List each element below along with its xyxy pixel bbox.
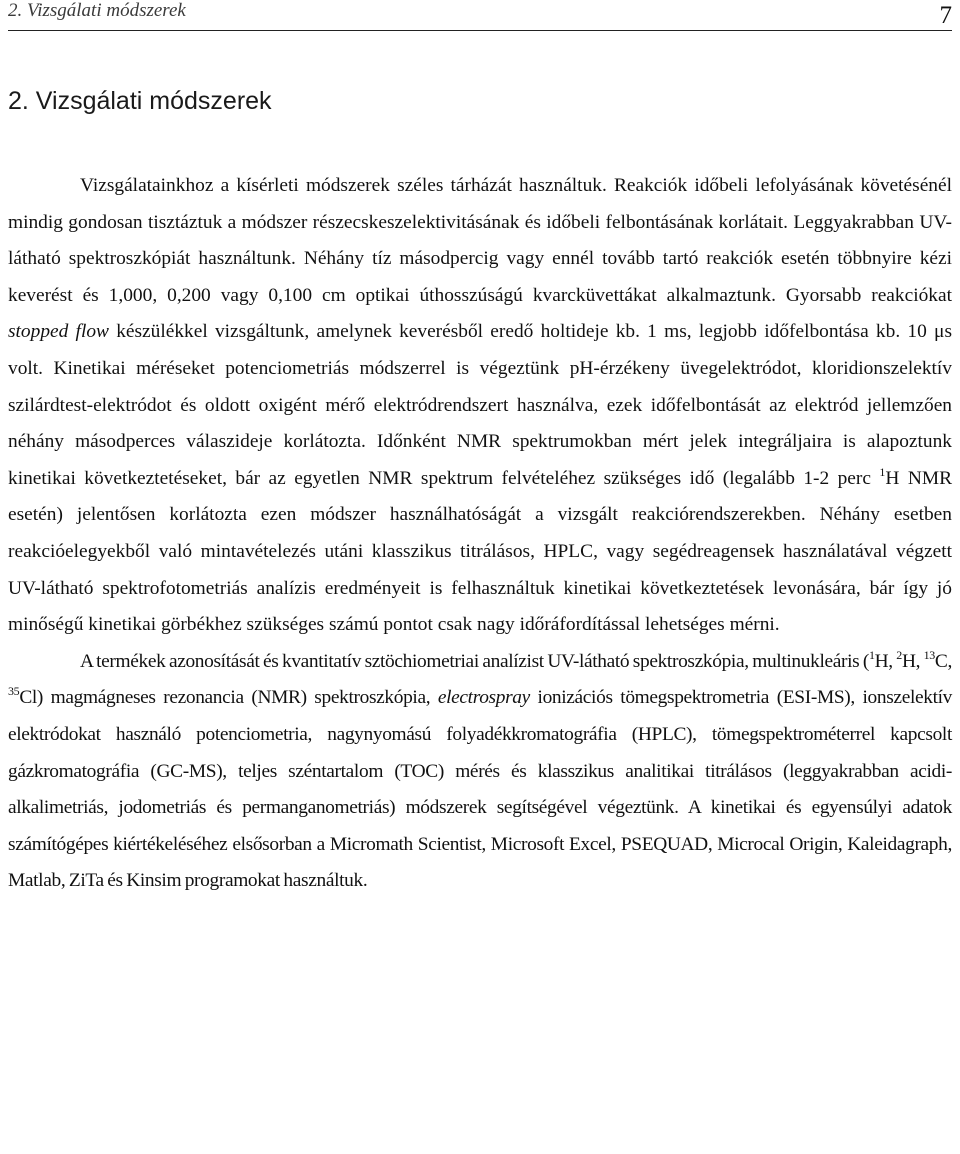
section-heading: 2. Vizsgálati módszerek: [8, 87, 272, 115]
superscript-1h: 1: [879, 464, 886, 479]
paragraph-product-analysis: [8, 644, 952, 900]
para2-h2: H,: [901, 650, 924, 672]
para2-text-2: Cl) magmágneses rezonancia (NMR) spektroszkópia,: [19, 687, 438, 709]
page-number: 7: [939, 2, 952, 29]
para2-h1: H,: [874, 650, 897, 672]
para1-text-1: Vizsgálatainkhoz a kísérleti módszerek széles tárházát használtuk. Reakciók időbeli lefolyásának követésénél mindig gondosan tisztáztuk a módszer részecskeszelektivitásának és időbeli felbontásának korlátait. Leggyakrabban UV-látható spektroszkópiát használtunk. Néhány tíz másodpercig vagy ennél tovább tartó reakciók esetén többnyire kézi keverést és 1,000, 0,200 vagy 0,100 cm optikai úthosszúságú kvarcküvettákat alkalmaztunk. Gyorsabb reakciókat: [8, 175, 952, 306]
superscript-35: 35: [8, 684, 20, 699]
running-header: [8, 0, 952, 31]
para2-text-3: ionizációs tömegspektrometria (ESI-MS), ionszelektív elektródokat használó potenciometria, nagynyomású folyadékkromatográfia (HPLC), tömegspektrométerrel kapcsolt gázkromatográfia (GC-MS), teljes széntartalom (TOC) mérés és klasszikus analitikai titrálásos (leggyakrabban acidi-alkalimetriás, jodometriás és permanganometriás) módszerek segítségével végeztünk. A kinetikai és egyensúlyi adatok számítógépes kiértékeléséhez elsősorban a Micromath Scientist, Microsoft Excel, PSEQUAD, Microcal Origin, Kaleidagraph, Matlab, ZiTa és Kinsim programokat használtuk.: [8, 687, 953, 892]
superscript-2: 2: [896, 647, 902, 662]
para1-text-2: készülékkel vizsgáltunk, amelynek keverésből eredő holtideje kb. 1 ms, legjobb időfelbontása kb. 10 μs volt. Kinetikai méréseket potenciometriás módszerrel is végeztünk pH-érzékeny üvegelektródot, kloridionszelektív szilárdtest-elektródot és oldott oxigént mérő elektródrendszert használva, ezek időfelbontását az elektród jellemzően néhány másodperces válaszideje korlátozta. Időnként NMR spektrumokban mért jelek integráljaira is alapoztunk kinetikai következtetéseket, bár az egyetlen NMR spektrum felvételéhez szükséges idő (legalább 1-2 perc: [8, 321, 952, 489]
para2-text-1: A termékek azonosítását és kvantitatív sztöchiometriai analízist UV-látható spektroszkópia, multinukleáris (: [80, 650, 869, 672]
stopped-flow-term: stopped flow: [8, 321, 109, 343]
body-text: [8, 168, 952, 900]
running-header-title: 2. Vizsgálati módszerek: [8, 0, 186, 21]
electrospray-term: electrospray: [437, 687, 530, 709]
superscript-13: 13: [923, 647, 935, 662]
paragraph-methods-kinetics: [8, 168, 952, 644]
para2-c: C,: [934, 650, 953, 672]
para1-text-3: H NMR esetén) jelentősen korlátozta ezen módszer használhatóságát a vizsgált reakciórendszerekben. Néhány esetben reakcióelegyekből való mintavételezés utáni klasszikus titrálásos, HPLC, vagy segédreagensek használatával végzett UV-látható spektrofotometriás analízis eredményeit is felhasználtuk kinetikai következtetések levonására, bár így jó minőségű kinetikai görbékhez szükséges számú pontot csak nagy időráfordítással lehetséges mérni.: [8, 467, 952, 636]
superscript-1: 1: [868, 647, 875, 662]
